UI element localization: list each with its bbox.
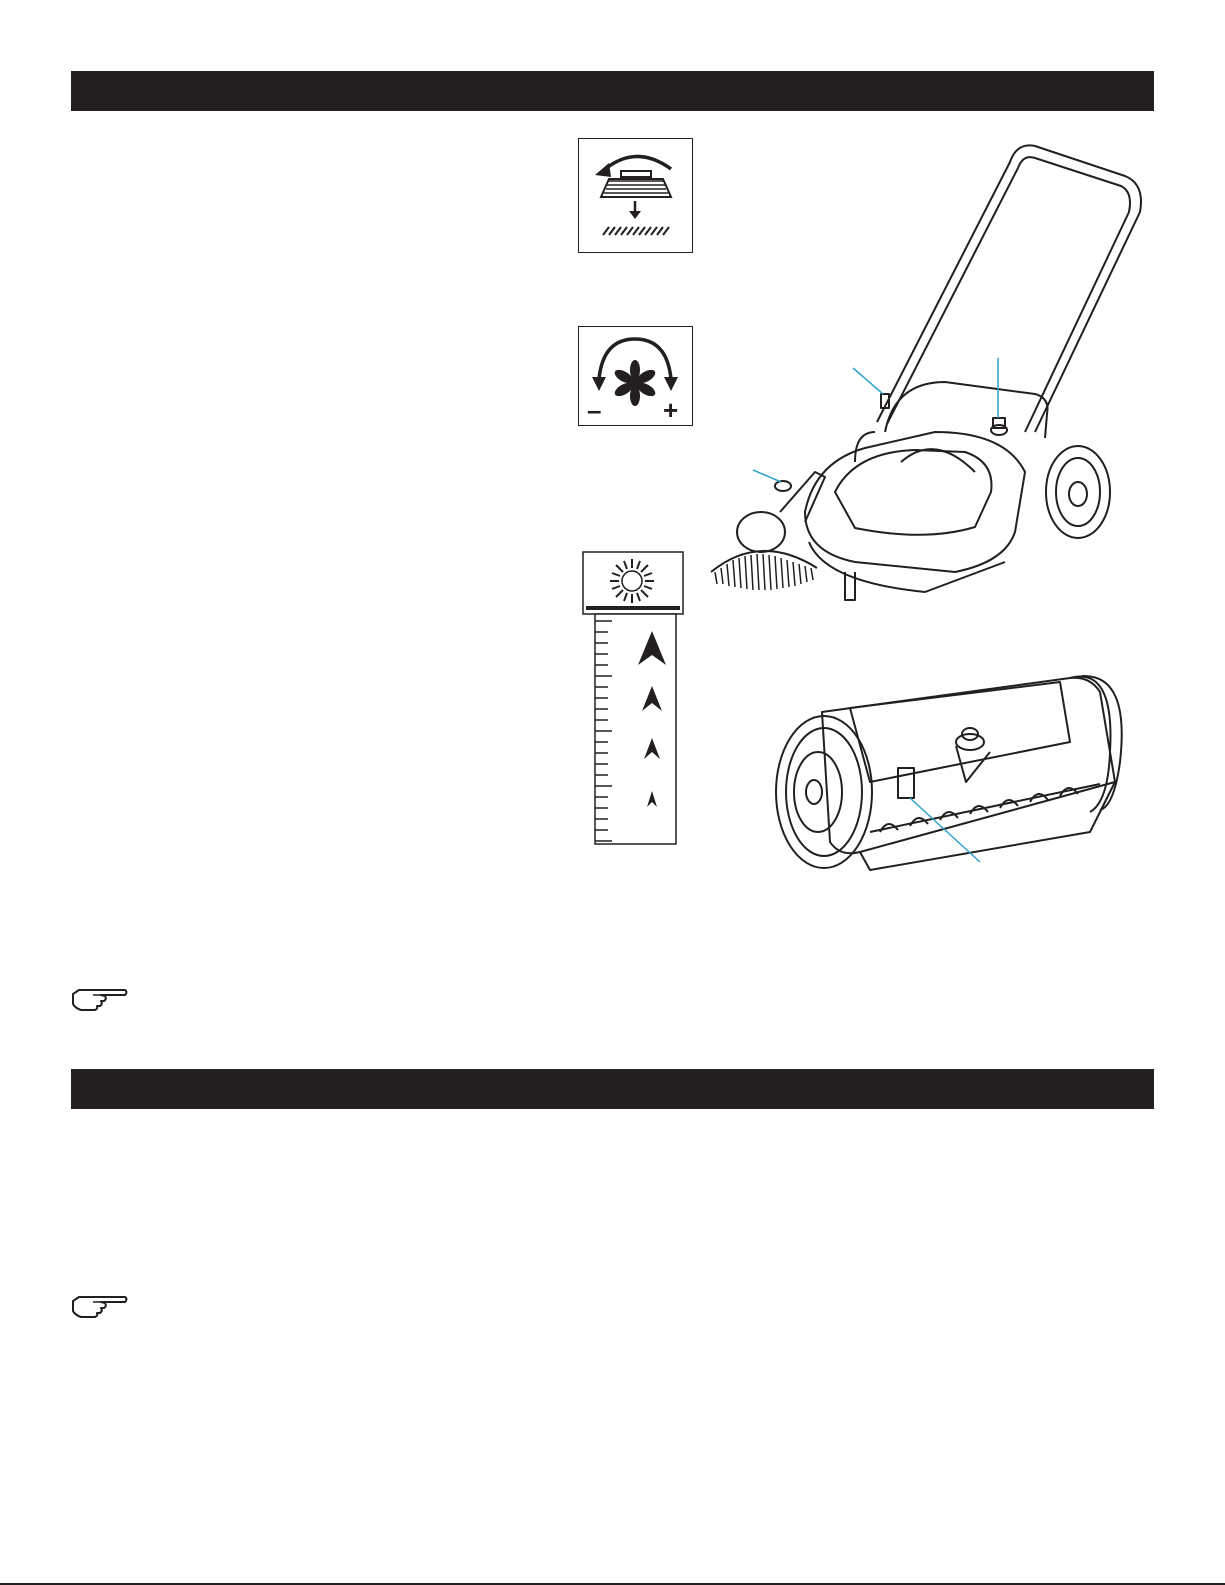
brush-lower-to-floor-icon — [579, 139, 691, 251]
fan-speed-adjust-icon — [579, 327, 691, 424]
pointing-hand-icon — [71, 999, 129, 1016]
main-brush-housing-illustration — [770, 672, 1170, 882]
minus-sign: – — [587, 395, 602, 424]
brush-lower-symbol — [578, 138, 693, 253]
brush-height-scale-icon — [582, 551, 684, 846]
fan-adjust-symbol — [578, 326, 693, 426]
note-2 — [71, 1293, 129, 1324]
brush-height-scale-symbol — [582, 551, 684, 846]
plus-sign: + — [663, 395, 679, 424]
pointing-hand-icon — [71, 1306, 129, 1323]
sweeper-overview-illustration — [705, 132, 1175, 622]
section-header-bar-1 — [71, 71, 1154, 111]
note-1 — [71, 986, 129, 1017]
section-header-bar-2 — [71, 1069, 1154, 1109]
